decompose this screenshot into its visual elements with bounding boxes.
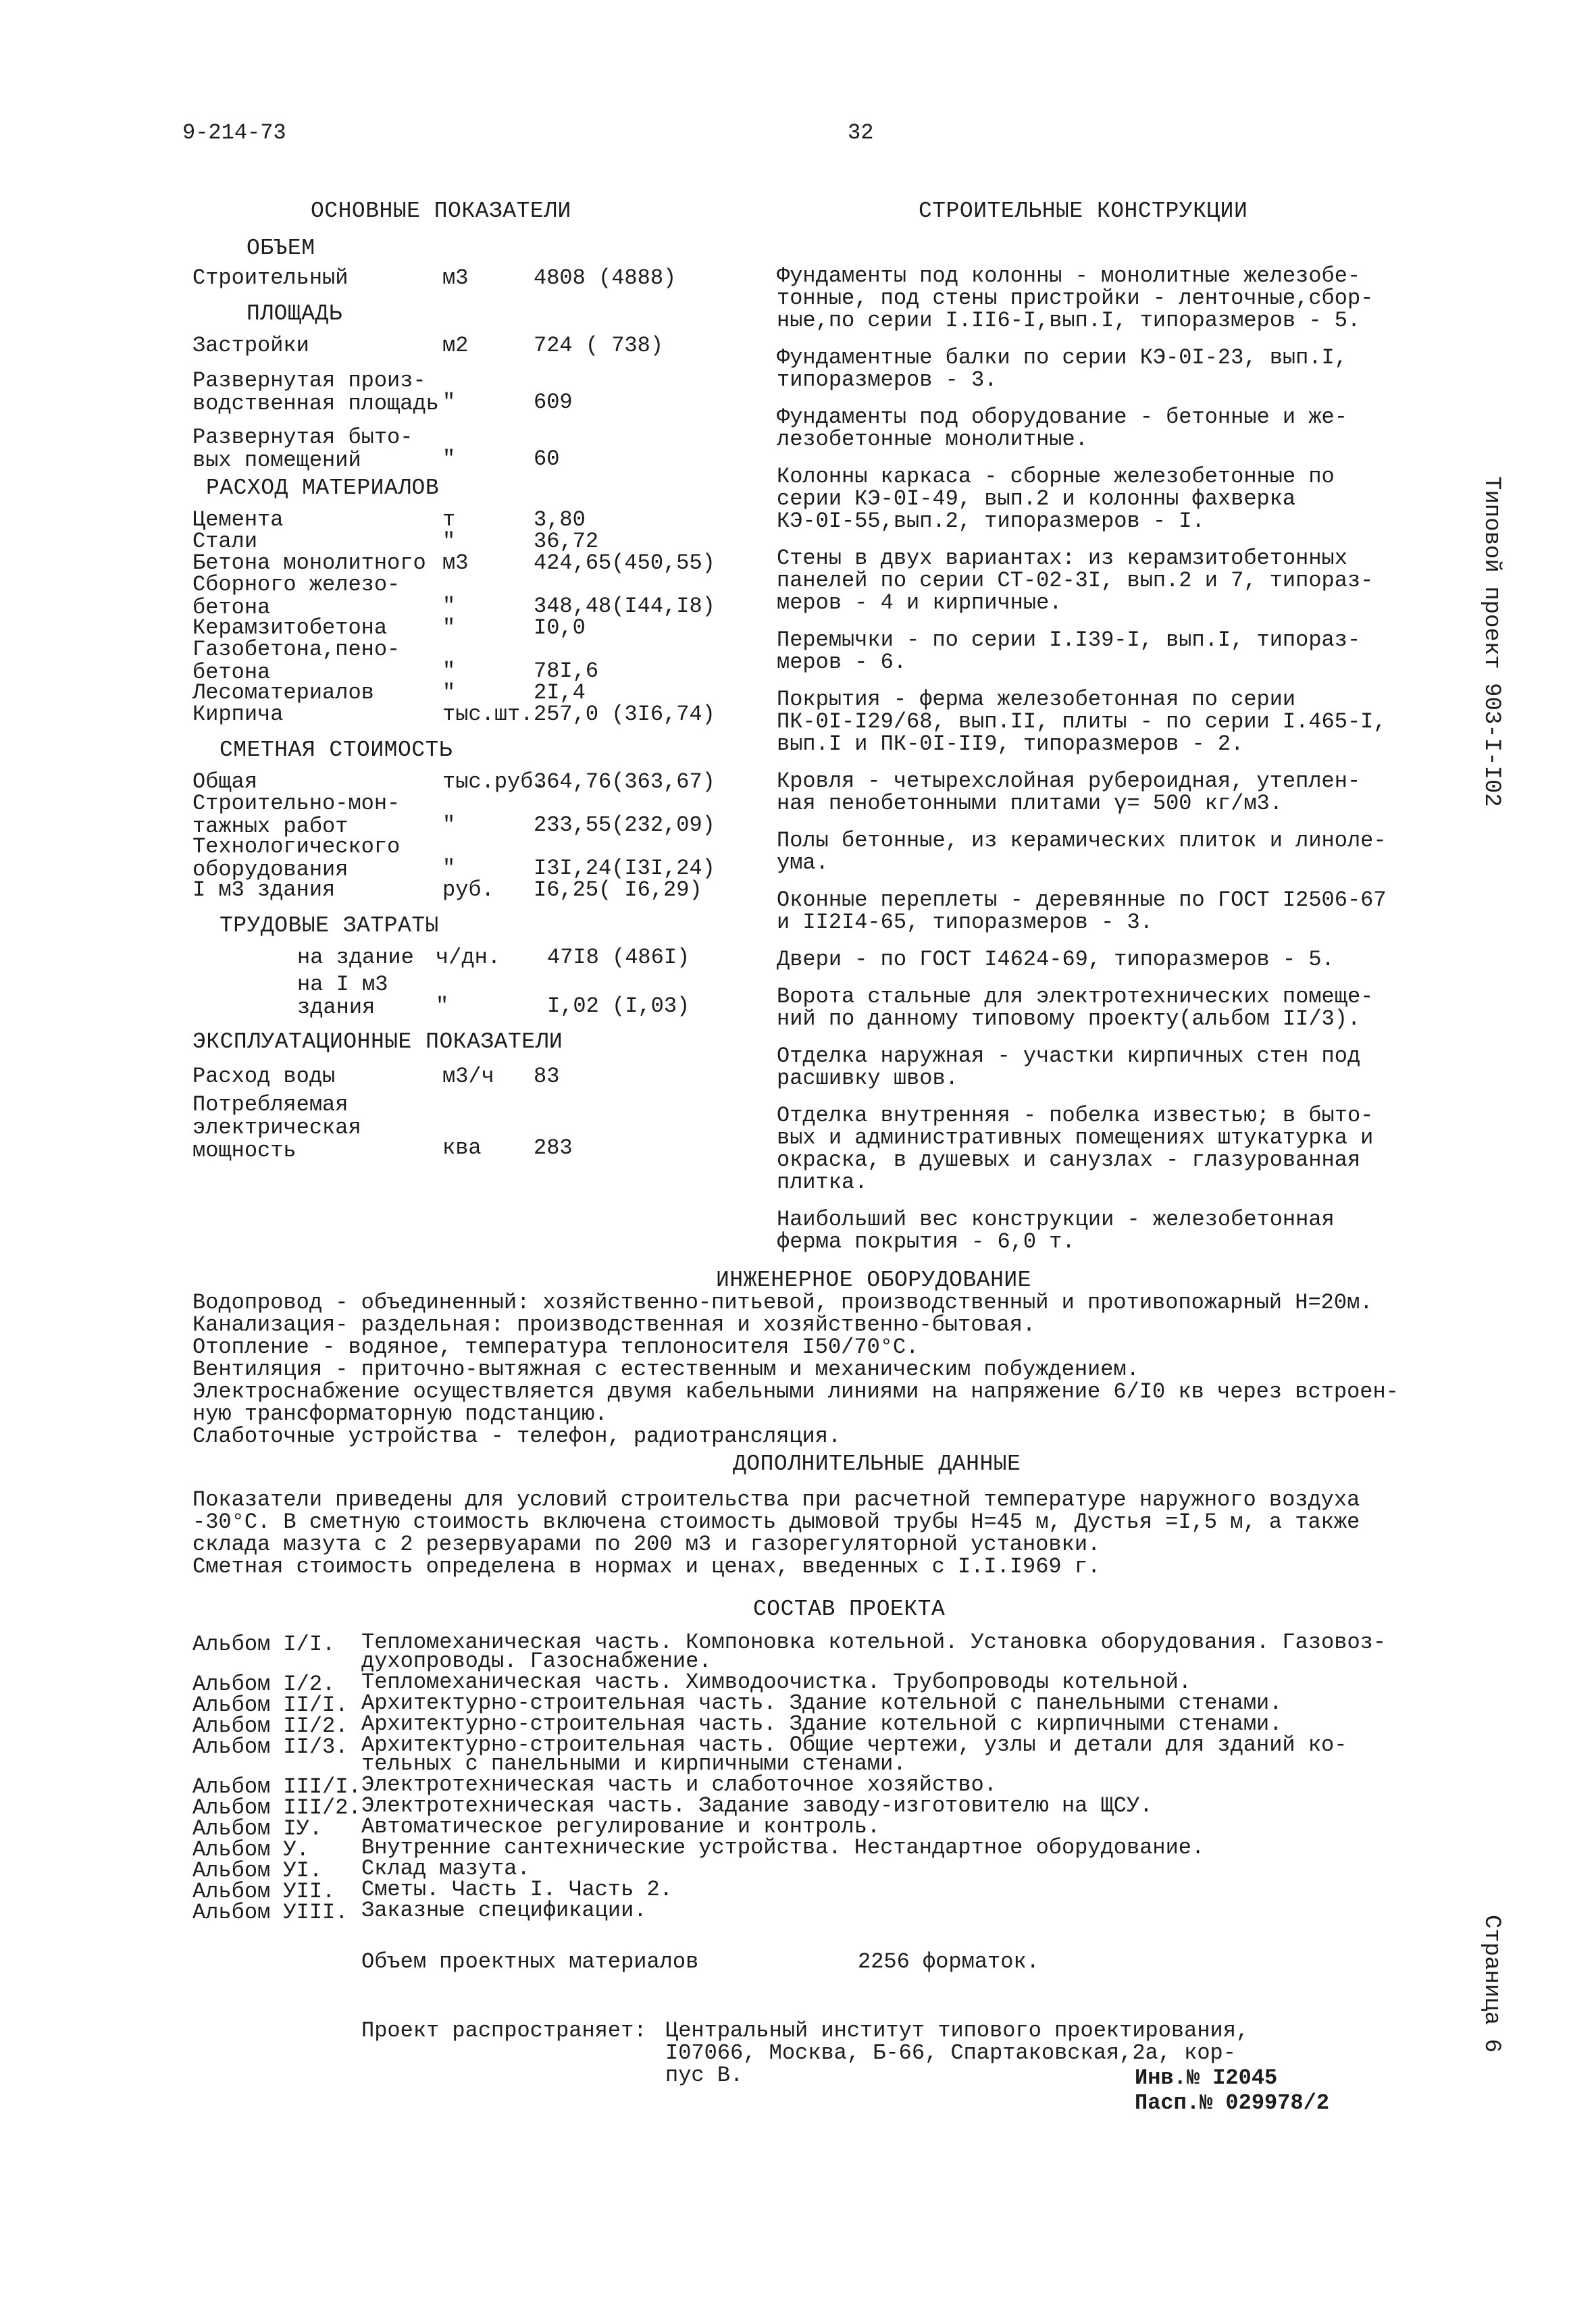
area-title: ПЛОЩАДЬ (247, 301, 343, 326)
indicator-value: 36,72 (534, 529, 599, 554)
page-number: 32 (848, 120, 874, 145)
distributor-text: Центральный институт типового проектирования, I07066, Москва, Б-66, Спартаковская,2а, кор- пус В. (665, 2018, 1250, 2088)
composition-title: СОСТАВ ПРОЕКТА (753, 1597, 946, 1622)
ops-title: ЭКСПЛУАТАЦИОННЫЕ ПОКАЗАТЕЛИ (192, 1029, 563, 1054)
cost-title: СМЕТНАЯ СТОИМОСТЬ (220, 738, 453, 763)
indicator-value: 233,55(232,09) (534, 813, 715, 838)
album-description: Тепломеханическая часть. Химводоочистка. Трубопроводы котельной. (361, 1670, 1191, 1695)
album-id: Альбом II/2. (192, 1714, 349, 1739)
indicator-value: 3,80 (534, 507, 586, 532)
passport-number: Пасп.№ 029978/2 (1135, 2090, 1330, 2115)
indicator-value: 47I8 (486I) (547, 945, 690, 970)
indicator-unit: " (442, 390, 456, 415)
indicator-name: I м3 здания (192, 877, 336, 902)
album-description: Заказные спецификации. (361, 1898, 647, 1923)
album-description: Архитектурно-строительная часть. Общие чертежи, узлы и детали для зданий ко- тельных с панельными и кирпичными стенами. (361, 1732, 1347, 1776)
indicator-value: 4808 (4888) (534, 265, 677, 290)
structure-item: Оконные переплеты - деревянные по ГОСТ I2506-67 и II2I4-65, типоразмеров - 3. (777, 888, 1387, 935)
indicator-unit: " (442, 529, 456, 554)
album-description: Архитектурно-строительная часть. Здание котельной с кирпичными стенами. (361, 1712, 1283, 1737)
indicator-name: Развернутая быто- вых помещений (192, 425, 413, 473)
indicator-unit: " (442, 446, 456, 471)
structure-item: Фундаментные балки по серии КЭ-0I-23, вып.I, типоразмеров - 3. (777, 345, 1347, 392)
album-description: Сметы. Часть I. Часть 2. (361, 1877, 673, 1902)
volume-label: Объем проектных материалов (361, 1949, 699, 1974)
indicator-name: Цемента (192, 507, 284, 532)
structure-item: Ворота стальные для электротехнических помеще- ний по данному типовому проекту(альбом II/3). (777, 984, 1374, 1031)
structure-item: Отделка наружная - участки кирпичных стен под расшивку швов. (777, 1044, 1361, 1091)
indicator-value: 78I,6 (534, 659, 599, 684)
album-description: Тепломеханическая часть. Компоновка котельной. Установка оборудования. Газовоз- духопроводы. Газоснабжение. (361, 1630, 1387, 1674)
album-id: Альбом III/I. (192, 1774, 361, 1799)
indicator-name: Газобетона,пено- бетона (192, 637, 401, 685)
indicator-value: I3I,24(I3I,24) (534, 856, 715, 881)
indicator-value: 83 (534, 1064, 560, 1089)
indicator-unit: " (442, 594, 456, 619)
volume-title: ОБЪЕМ (247, 236, 315, 261)
album-id: Альбом УII. (192, 1879, 336, 1904)
indicator-name: Сборного железо- бетона (192, 572, 401, 620)
indicator-name: Технологического оборудования (192, 834, 401, 882)
indicator-value: I6,25( I6,29) (534, 877, 702, 902)
distributor-label: Проект распространяет: (361, 2018, 647, 2043)
indicator-name: Потребляемая электрическая мощность (192, 1092, 361, 1163)
album-id: Альбом УIII. (192, 1900, 349, 1925)
side-project-label: Типовой проект 903-I-I02 (1478, 476, 1504, 807)
materials-title: РАСХОД МАТЕРИАЛОВ (206, 475, 440, 500)
indicator-unit: руб. (442, 877, 494, 902)
indicator-name: Расход воды (192, 1064, 336, 1089)
volume-value: 2256 форматок. (858, 1949, 1039, 1974)
album-id: Альбом УI. (192, 1858, 323, 1883)
structure-item: Фундаменты под оборудование - бетонные и же- лезобетонные монолитные. (777, 405, 1347, 452)
indicator-value: I0,0 (534, 615, 586, 640)
structure-item: Наибольший вес конструкции - железобетонная ферма покрытия - 6,0 т. (777, 1207, 1335, 1254)
album-description: Внутренние сантехнические устройства. Нестандартное оборудование. (361, 1835, 1205, 1860)
structure-item: Покрытия - ферма железобетонная по серии ПК-0I-I29/68, вып.II, плиты - по серии I.465-I, вып.I и ПК-0I-II9, типоразмеров - 2. (777, 687, 1387, 756)
series-code: 9-214-73 (182, 120, 286, 145)
album-id: Альбом II/3. (192, 1734, 349, 1759)
album-id: Альбом I/I. (192, 1632, 336, 1657)
album-description: Архитектурно-строительная часть. Здание котельной с панельными стенами. (361, 1691, 1283, 1716)
album-description: Электротехническая часть и слаботочное хозяйство. (361, 1772, 997, 1797)
album-id: Альбом I/2. (192, 1672, 336, 1697)
engineering-text: Водопровод - объединенный: хозяйственно-питьевой, производственный и противопожарный Н=20м. Канализация- раздельная: производственная и хозяйственно-бытовая. Отопление - водяное, температура теплоносителя I50/70°С. Вентиляция - приточно-вытяжная с естественным и механическим побуждением. Электроснабжение осуществляется двумя кабельными линиями на напряжение 6/I0 кв через встроен- ную трансформаторную подстанцию. Слаботочные устройства - телефон, радиотрансляция. (192, 1290, 1399, 1449)
indicator-unit: ква (442, 1135, 482, 1160)
inventory-number: Инв.№ I2045 (1135, 2065, 1278, 2090)
indicator-value: 424,65(450,55) (534, 550, 715, 575)
structure-item: Двери - по ГОСТ I4624-69, типоразмеров - 5. (777, 947, 1335, 972)
album-description: Автоматическое регулирование и контроль. (361, 1814, 881, 1839)
structure-item: Перемычки - по серии I.I39-I, вып.I, типораз- меров - 6. (777, 627, 1361, 675)
indicator-name: Застройки (192, 333, 309, 358)
labor-title: ТРУДОВЫЕ ЗАТРАТЫ (220, 913, 439, 938)
structure-item: Полы бетонные, из керамических плиток и линоле- ума. (777, 828, 1387, 875)
indicator-value: 257,0 (3I6,74) (534, 702, 715, 727)
album-id: Альбом IУ. (192, 1816, 323, 1841)
album-id: Альбом II/I. (192, 1693, 349, 1718)
indicator-value: I,02 (I,03) (547, 994, 690, 1019)
indicator-unit: м3 (442, 550, 469, 575)
indicator-unit: " (442, 615, 456, 640)
indicator-unit: ч/дн. (436, 945, 501, 970)
indicator-unit: м3 (442, 265, 469, 290)
indicator-name: Бетона монолитного (192, 550, 426, 575)
indicator-unit: т (442, 507, 456, 532)
indicator-unit: тыс.руб. (442, 769, 546, 794)
structure-item: Колонны каркаса - сборные железобетонные по серии КЭ-0I-49, вып.2 и колонны фахверка КЭ-0I-55,вып.2, типоразмеров - I. (777, 464, 1335, 534)
indicator-unit: " (442, 856, 456, 881)
indicator-value: 609 (534, 390, 573, 415)
indicator-unit: м2 (442, 333, 469, 358)
album-id: Альбом У. (192, 1837, 309, 1862)
indicator-name: Лесоматериалов (192, 680, 374, 705)
structure-item: Отделка внутренняя - побелка известью; в быто- вых и административных помещениях штукатурка и окраска, в душевых и санузлах - глазурованная плитка. (777, 1103, 1374, 1195)
indicator-name: Общая (192, 769, 258, 794)
indicator-value: 60 (534, 446, 560, 471)
album-description: Склад мазута. (361, 1856, 530, 1881)
indicator-value: 283 (534, 1135, 573, 1160)
indicator-unit: " (442, 813, 456, 838)
indicator-name: Кирпича (192, 702, 284, 727)
side-page-label: Страница 6 (1478, 1915, 1504, 2053)
main-indicators-title: ОСНОВНЫЕ ПОКАЗАТЕЛИ (311, 199, 571, 224)
indicator-name: на здание (297, 945, 414, 970)
structure-item: Кровля - четырехслойная рубероидная, утеплен- ная пенобетонными плитами γ= 500 кг/м3. (777, 769, 1361, 816)
indicator-unit: " (442, 680, 456, 705)
indicator-unit: тыс.шт. (442, 702, 534, 727)
engineering-title: ИНЖЕНЕРНОЕ ОБОРУДОВАНИЕ (716, 1268, 1031, 1293)
indicator-value: 364,76(363,67) (534, 769, 715, 794)
album-description: Электротехническая часть. Задание заводу-изготовителю на ЩСУ. (361, 1793, 1153, 1818)
indicator-value: 2I,4 (534, 680, 586, 705)
additional-text: Показатели приведены для условий строительства при расчетной температуре наружного воздуха -30°С. В сметную стоимость включена стоимость дымовой трубы Н=45 м, Дустья =I,5 м, а также склада мазута с 2 резервуарами по 200 м3 и газорегуляторной установки. Сметная стоимость определена в нормах и ценах, введенных с I.I.I969 г. (192, 1487, 1360, 1579)
indicator-unit: " (442, 659, 456, 684)
structures-title: СТРОИТЕЛЬНЫЕ КОНСТРУКЦИИ (919, 199, 1248, 224)
indicator-unit: " (436, 994, 449, 1019)
indicator-name: на I м3 здания (297, 972, 388, 1020)
indicator-name: Развернутая произ- водственная площадь (192, 368, 439, 416)
structure-item: Стены в двух вариантах: из керамзитобетонных панелей по серии СТ-02-3I, вып.2 и 7, типораз- меров - 4 и кирпичные. (777, 546, 1374, 615)
album-id: Альбом III/2. (192, 1795, 361, 1820)
indicator-value: 724 ( 738) (534, 333, 664, 358)
indicator-name: Строительно-мон- тажных работ (192, 791, 401, 839)
structure-item: Фундаменты под колонны - монолитные железобе- тонные, под стены пристройки - ленточные,сбор- ные,по серии I.II6-I,вып.I, типоразмеров - 5. (777, 263, 1374, 333)
indicator-unit: м3/ч (442, 1064, 494, 1089)
additional-title: ДОПОЛНИТЕЛЬНЫЕ ДАННЫЕ (733, 1451, 1021, 1476)
indicator-name: Стали (192, 529, 258, 554)
indicator-value: 348,48(I44,I8) (534, 594, 715, 619)
indicator-name: Строительный (192, 265, 349, 290)
indicator-name: Керамзитобетона (192, 615, 388, 640)
